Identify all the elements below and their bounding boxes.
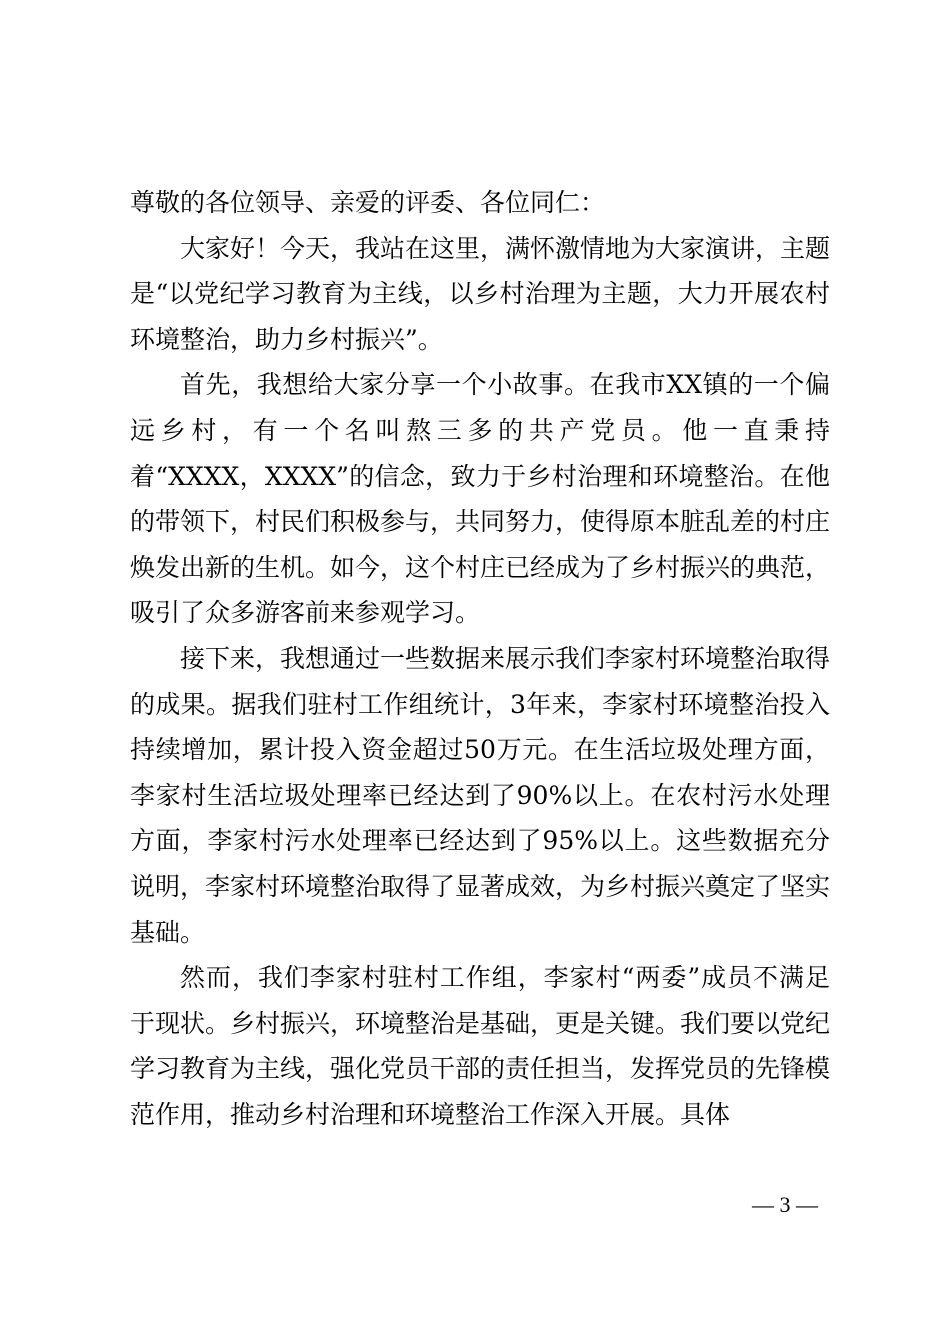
salutation: 尊敬的各位领导、亲爱的评委、各位同仁：	[130, 188, 606, 217]
page-number: — 3 —	[752, 1192, 818, 1217]
body-text	[130, 180, 830, 1137]
paragraph-greeting: 大家好！今天，我站在这里，满怀激情地为大家演讲，主题是“以党纪学习教育为主线，以乡村治理为主题，大力开展农村环境整治，助力乡村振兴”。	[130, 233, 831, 354]
paragraph-data: 接下来，我想通过一些数据来展示我们李家村环境整治取得的成果。据我们驻村工作组统计，3年来，李家村环境整治投入持续增加，累计投入资金超过50万元。在生活垃圾处理方面，李家村生活垃圾处理率已经达到了90%以上。在农村污水处理方面，李家村污水处理率已经达到了95%以上。这些数据充分说明，李家村环境整治取得了显著成效，为乡村振兴奠定了坚实基础。	[130, 643, 831, 947]
paragraph-plan: 然而，我们李家村驻村工作组，李家村“两委”成员不满足于现状。乡村振兴，环境整治是基础，更是关键。我们要以党纪学习教育为主线，强化党员干部的责任担当，发挥党员的先锋模范作用，推动乡村治理和环境整治工作深入开展。具体	[130, 963, 831, 1129]
paragraph-story: 首先，我想给大家分享一个小故事。在我市XX镇的一个偏远乡村，有一个名叫熬三多的共产党员。他一直秉持着“XXXX，XXXX”的信念，致力于乡村治理和环境整治。在他的带领下，村民们积极参与，共同努力，使得原本脏乱差的村庄焕发出新的生机。如今，这个村庄已经成为了乡村振兴的典范，吸引了众多游客前来参观学习。	[130, 370, 831, 628]
